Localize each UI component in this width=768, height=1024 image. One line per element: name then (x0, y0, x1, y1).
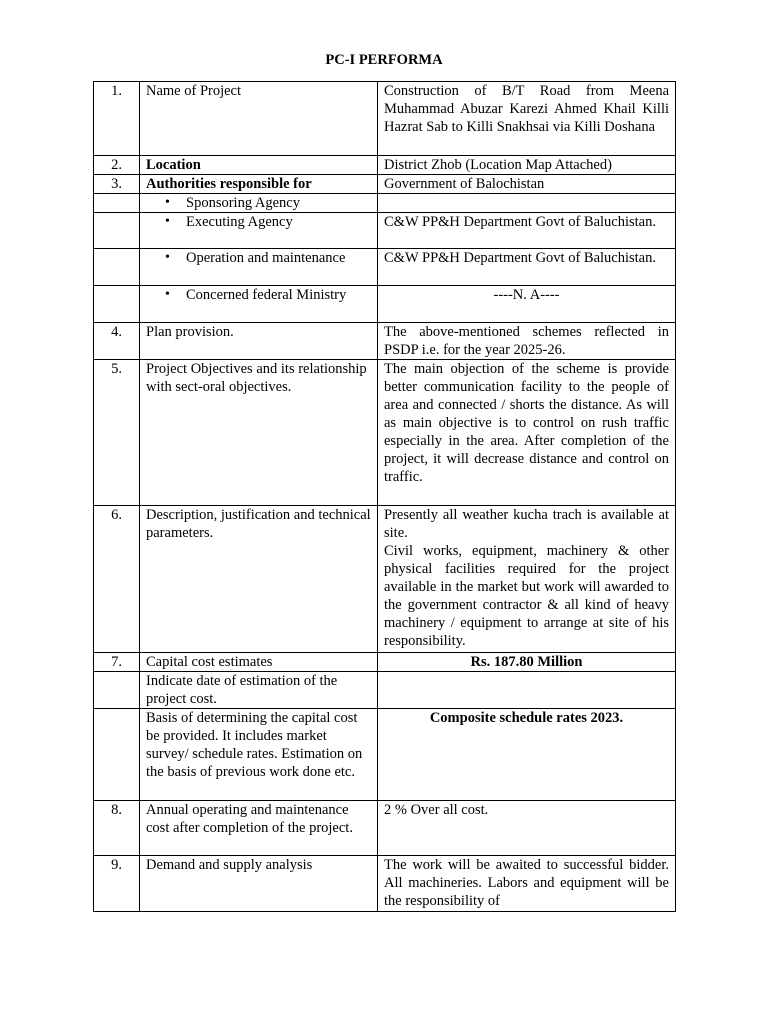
table-row (94, 286, 676, 323)
row-label: Description, justification and technical parameters. (140, 506, 378, 653)
table-row (94, 360, 676, 506)
row-number-empty (94, 249, 140, 286)
row-label (140, 286, 378, 323)
table-row (94, 323, 676, 360)
row-label: Plan provision. (140, 323, 378, 360)
row-label (140, 249, 378, 286)
row-number-empty (94, 213, 140, 249)
row-number-empty (94, 286, 140, 323)
row-number: 4. (94, 323, 140, 360)
bullet-item: • Executing Agency (186, 213, 371, 231)
row-number: 7. (94, 653, 140, 672)
table-row (94, 856, 676, 912)
table-row (94, 175, 676, 194)
row-value: Construction of B/T Road from Meena Muhammad Abuzar Karezi Ahmed Khail Killi Hazrat Sab to Killi Snakhsai via Killi Doshana (378, 82, 676, 156)
row-value: 2 % Over all cost. (378, 801, 676, 856)
row-value: Government of Balochistan (378, 175, 676, 194)
table-row (94, 213, 676, 249)
row-value-empty (378, 672, 676, 709)
row-value: ----N. A---- (378, 286, 676, 323)
row-number: 5. (94, 360, 140, 506)
row-label: Authorities responsible for (140, 175, 378, 194)
table-row (94, 709, 676, 801)
row-number: 6. (94, 506, 140, 653)
row-value: Composite schedule rates 2023. (378, 709, 676, 801)
row-value: District Zhob (Location Map Attached) (378, 156, 676, 175)
table-row (94, 653, 676, 672)
row-label: Name of Project (140, 82, 378, 156)
table-row (94, 801, 676, 856)
row-value: C&W PP&H Department Govt of Baluchistan. (378, 249, 676, 286)
table-row (94, 194, 676, 213)
table-row (94, 672, 676, 709)
table-row (94, 82, 676, 156)
row-value: C&W PP&H Department Govt of Baluchistan. (378, 213, 676, 249)
bullet-item: • Concerned federal Ministry (186, 286, 371, 304)
row-number-empty (94, 672, 140, 709)
row-value-paragraph: Presently all weather kucha trach is available at site. (384, 507, 669, 541)
row-value-empty (378, 194, 676, 213)
table-row (94, 506, 676, 653)
row-label: Project Objectives and its relationship with sect-oral objectives. (140, 360, 378, 506)
row-label (140, 194, 378, 213)
row-label: Basis of determining the capital cost be provided. It includes market survey/ schedule rates. Estimation on the basis of previous work done etc. (140, 709, 378, 801)
row-label (140, 213, 378, 249)
row-value: The above-mentioned schemes reflected in PSDP i.e. for the year 2025-26. (378, 323, 676, 360)
bullet-item: • Sponsoring Agency (186, 194, 371, 212)
table-row (94, 249, 676, 286)
row-label: Location (140, 156, 378, 175)
row-number: 2. (94, 156, 140, 175)
row-number-empty (94, 194, 140, 213)
row-label: Capital cost estimates (140, 653, 378, 672)
row-number-empty (94, 709, 140, 801)
bullet-item: • Operation and maintenance (186, 249, 371, 267)
row-value (378, 506, 676, 653)
pc1-table (93, 81, 676, 912)
table-row (94, 156, 676, 175)
document-title: PC-I PERFORMA (325, 52, 443, 68)
row-label: Annual operating and maintenance cost after completion of the project. (140, 801, 378, 856)
row-label: Demand and supply analysis (140, 856, 378, 912)
row-value: The main objection of the scheme is provide better communication facility to the people of area and connected / shorts the distance. As will as main objective is to control on rush traffic especially in the area. After completion of the project, it will decrease distance and control on traffic. (378, 360, 676, 506)
row-number: 1. (94, 82, 140, 156)
row-value: The work will be awaited to successful bidder. All machineries. Labors and equipment will be the responsibility of (378, 856, 676, 912)
row-number: 9. (94, 856, 140, 912)
row-number: 8. (94, 801, 140, 856)
row-number: 3. (94, 175, 140, 194)
row-label: Indicate date of estimation of the project cost. (140, 672, 378, 709)
row-value: Rs. 187.80 Million (378, 653, 676, 672)
row-value-paragraph: Civil works, equipment, machinery & other physical facilities required for the project available in the market but work will awarded to the government contractor & all kind of heavy machinery / equipment to arrange at site of his responsibility. (384, 543, 669, 649)
